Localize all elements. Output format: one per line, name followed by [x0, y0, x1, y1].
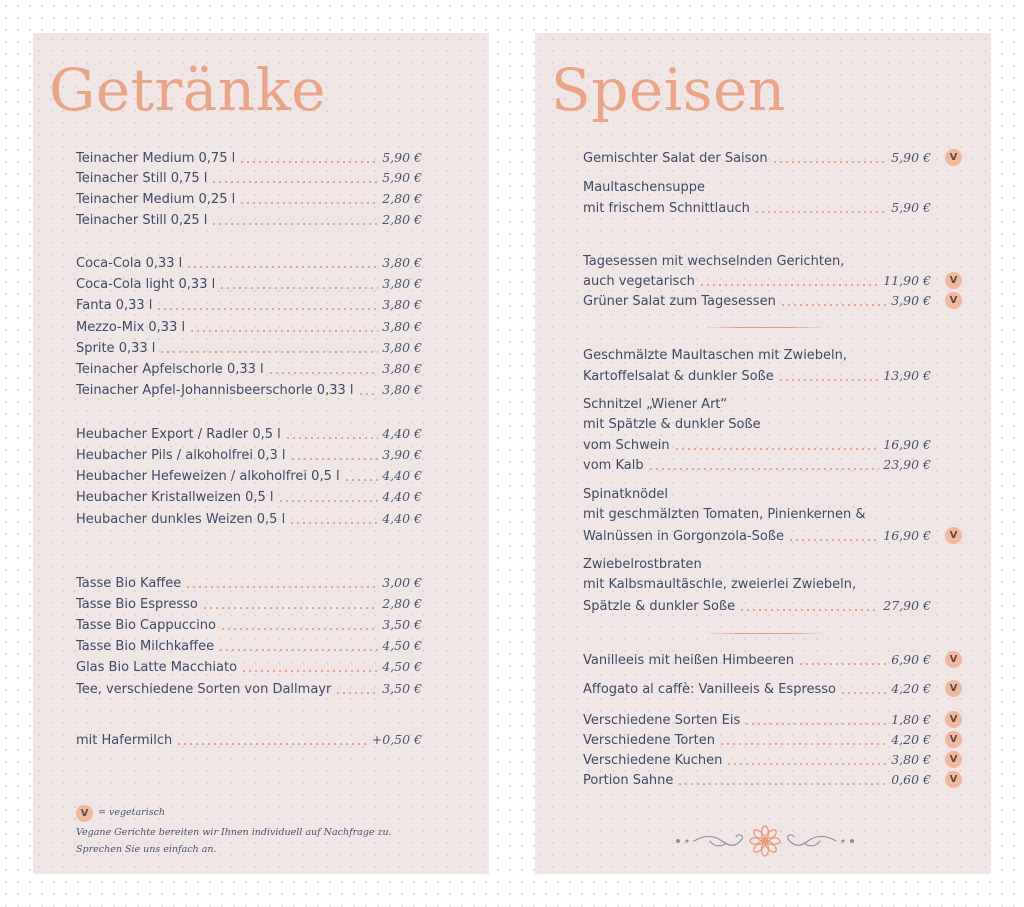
menu-item — [76, 295, 422, 316]
menu-item — [76, 189, 422, 210]
leaf-v-icon: V — [945, 651, 962, 668]
item-name: Verschiedene Kuchen — [583, 753, 723, 768]
item-name: Teinacher Still 0,75 l — [76, 171, 208, 186]
dot-leader — [788, 539, 879, 541]
dot-leader — [239, 202, 378, 204]
dot-leader — [699, 284, 879, 286]
leaf-v-icon: V — [945, 711, 962, 728]
dot-leader — [156, 308, 378, 310]
item-name: mit Hafermilch — [76, 733, 173, 748]
menu-item — [583, 366, 931, 387]
item-price: 5,90 € — [891, 150, 931, 165]
leaf-v-icon: V — [945, 292, 962, 309]
menu-item — [76, 679, 422, 700]
leaf-v-icon: V — [945, 731, 962, 748]
menu-item — [76, 338, 422, 359]
item-price: 3,90 € — [891, 293, 931, 308]
item-name: Teinacher Apfelschorle 0,33 l — [76, 362, 264, 377]
menu-item — [76, 615, 422, 636]
item-name: Mezzo-Mix 0,33 l — [76, 320, 186, 335]
item-subtitle: mit Spätzle & dunkler Soße — [583, 417, 761, 432]
item-title: Tagesessen mit wechselnden Gerichten, — [583, 254, 845, 269]
item-name: Teinacher Medium 0,25 l — [76, 192, 236, 207]
menu-item — [583, 650, 931, 671]
item-price: 4,40 € — [382, 426, 422, 441]
item-name: mit frischem Schnittlauch — [583, 201, 750, 216]
item-name: Heubacher dunkles Weizen 0,5 l — [76, 512, 286, 527]
menu-item — [583, 710, 931, 731]
item-name: Tasse Bio Cappuccino — [76, 618, 216, 633]
dot-leader — [290, 458, 379, 460]
item-name: Tasse Bio Kaffee — [76, 576, 182, 591]
menu-item — [583, 455, 931, 476]
menu-item — [76, 730, 422, 751]
item-price: 3,80 € — [382, 319, 422, 334]
item-price: 3,90 € — [382, 447, 422, 462]
item-price: 5,90 € — [382, 150, 422, 165]
item-name: Spätzle & dunkler Soße — [583, 599, 736, 614]
section-divider — [705, 633, 825, 634]
item-title: Spinatknödel — [583, 487, 669, 502]
dot-leader — [220, 628, 378, 630]
item-name: Heubacher Kristallweizen 0,5 l — [76, 490, 274, 505]
dot-leader — [754, 211, 887, 213]
menu-item — [583, 198, 931, 219]
item-name: auch vegetarisch — [583, 274, 695, 289]
item-name: Grüner Salat zum Tagesessen — [583, 294, 776, 309]
section-divider — [705, 327, 825, 328]
item-name: Gemischter Salat der Saison — [583, 151, 768, 166]
dot-leader — [189, 330, 378, 332]
item-name: Heubacher Hefeweizen / alkoholfrei 0,5 l — [76, 469, 340, 484]
menu-item — [76, 445, 422, 466]
item-price: 16,90 € — [883, 437, 931, 452]
item-name: Kartoffelsalat & dunkler Soße — [583, 369, 774, 384]
menu-item — [76, 274, 422, 295]
leaf-v-icon: V — [945, 272, 962, 289]
menu-item — [76, 573, 422, 594]
menu-item — [76, 487, 422, 508]
item-price: +0,50 € — [371, 732, 422, 747]
vegan-note-line2: Sprechen Sie uns einfach an. — [76, 844, 217, 855]
dot-leader — [744, 723, 887, 725]
menu-item — [76, 253, 422, 274]
item-price: 3,80 € — [382, 276, 422, 291]
item-title: Maultaschensuppe — [583, 180, 706, 195]
item-title: Zwiebelrostbraten — [583, 557, 702, 572]
dot-leader — [335, 692, 378, 694]
item-price: 11,90 € — [883, 273, 931, 288]
item-name: Walnüssen in Gorgonzola-Soße — [583, 529, 785, 544]
drinks-heading: Getränke — [49, 56, 327, 124]
item-title: Geschmälzte Maultaschen mit Zwiebeln, — [583, 348, 848, 363]
item-price: 3,80 € — [891, 752, 931, 767]
dot-leader — [677, 783, 887, 785]
food-panel — [535, 33, 991, 874]
dot-leader — [778, 379, 880, 381]
dot-leader — [241, 670, 378, 672]
menu-item — [583, 679, 931, 700]
dot-leader — [219, 287, 378, 289]
drinks-panel — [33, 33, 489, 874]
item-name: Portion Sahne — [583, 773, 674, 788]
menu-item — [76, 359, 422, 380]
menu-item — [76, 210, 422, 231]
item-name: Fanta 0,33 l — [76, 298, 153, 313]
item-price: 4,20 € — [891, 681, 931, 696]
dot-leader — [218, 649, 378, 651]
item-name: Verschiedene Sorten Eis — [583, 713, 741, 728]
menu-item — [76, 380, 422, 401]
item-name: vom Kalb — [583, 458, 644, 473]
menu-item — [583, 730, 931, 751]
dot-leader — [268, 372, 379, 374]
item-subtitle: mit geschmälzten Tomaten, Pinienkernen & — [583, 507, 866, 522]
menu-item — [583, 291, 931, 312]
menu-item — [76, 657, 422, 678]
item-price: 3,80 € — [382, 255, 422, 270]
dot-leader — [239, 161, 378, 163]
dot-leader — [840, 692, 887, 694]
leaf-v-icon: V — [945, 751, 962, 768]
item-name: Tasse Bio Milchkaffee — [76, 639, 215, 654]
dot-leader — [211, 181, 378, 183]
item-price: 4,50 € — [382, 638, 422, 653]
item-name: Tee, verschiedene Sorten von Dallmayr — [76, 682, 332, 697]
dot-leader — [285, 437, 378, 439]
dot-leader — [772, 161, 888, 163]
item-price: 2,80 € — [382, 212, 422, 227]
dot-leader — [185, 586, 378, 588]
dot-leader — [159, 351, 378, 353]
item-name: Vanilleeis mit heißen Himbeeren — [583, 653, 794, 668]
item-name: Glas Bio Latte Macchiato — [76, 660, 238, 675]
item-price: 3,80 € — [382, 382, 422, 397]
item-price: 4,50 € — [382, 659, 422, 674]
food-heading: Speisen — [551, 56, 786, 124]
item-price: 3,80 € — [382, 297, 422, 312]
leaf-v-icon: V — [945, 771, 962, 788]
item-name: Tasse Bio Espresso — [76, 597, 198, 612]
item-price: 3,80 € — [382, 340, 422, 355]
leaf-v-icon: V — [945, 149, 962, 166]
item-price: 13,90 € — [883, 368, 931, 383]
item-price: 23,90 € — [883, 457, 931, 472]
item-price: 2,80 € — [382, 596, 422, 611]
dot-leader — [358, 393, 379, 395]
item-price: 4,40 € — [382, 468, 422, 483]
dot-leader — [719, 743, 887, 745]
floral-ornament — [670, 821, 860, 861]
item-price: 3,00 € — [382, 575, 422, 590]
item-name: Teinacher Apfel-Johannisbeerschorle 0,33 l — [76, 383, 354, 398]
item-price: 4,20 € — [891, 732, 931, 747]
item-name: Sprite 0,33 l — [76, 341, 156, 356]
menu-item — [76, 636, 422, 657]
item-price: 16,90 € — [883, 528, 931, 543]
dot-leader — [289, 522, 378, 524]
item-price: 3,50 € — [382, 617, 422, 632]
item-title: Schnitzel „Wiener Art“ — [583, 397, 728, 412]
item-price: 2,80 € — [382, 191, 422, 206]
menu-item — [583, 435, 931, 456]
item-price: 5,90 € — [891, 200, 931, 215]
menu-item — [583, 750, 931, 771]
menu-item — [583, 271, 931, 292]
dot-leader — [798, 663, 887, 665]
dot-leader — [780, 304, 887, 306]
leaf-v-icon: V — [945, 527, 962, 544]
menu-item — [583, 596, 931, 617]
dot-leader — [739, 609, 879, 611]
menu-item — [76, 424, 422, 445]
menu-item — [583, 148, 931, 169]
item-name: Coca-Cola 0,33 l — [76, 256, 183, 271]
item-price: 3,80 € — [382, 361, 422, 376]
menu-item — [583, 770, 931, 791]
item-name: Heubacher Pils / alkoholfrei 0,3 l — [76, 448, 286, 463]
leaf-v-icon: V — [945, 680, 962, 697]
item-price: 5,90 € — [382, 170, 422, 185]
menu-item — [76, 509, 422, 530]
dot-leader — [176, 743, 368, 745]
item-price: 4,40 € — [382, 489, 422, 504]
menu-item — [76, 168, 422, 189]
item-name: Teinacher Medium 0,75 l — [76, 151, 236, 166]
leaf-v-icon: V — [76, 805, 93, 822]
item-name: Verschiedene Torten — [583, 733, 715, 748]
dot-leader — [278, 500, 379, 502]
menu-item — [76, 466, 422, 487]
item-name: Heubacher Export / Radler 0,5 l — [76, 427, 281, 442]
item-price: 3,50 € — [382, 681, 422, 696]
vegan-note-line1: Vegane Gerichte bereiten wir Ihnen individuell auf Nachfrage zu. — [76, 827, 392, 838]
dot-leader — [186, 266, 378, 268]
item-price: 4,40 € — [382, 511, 422, 526]
dot-leader — [726, 763, 887, 765]
item-price: 0,60 € — [891, 772, 931, 787]
item-price: 1,80 € — [891, 712, 931, 727]
item-price: 6,90 € — [891, 652, 931, 667]
dot-leader — [344, 479, 379, 481]
dot-leader — [211, 223, 378, 225]
item-name: vom Schwein — [583, 438, 670, 453]
menu-item — [76, 594, 422, 615]
item-name: Teinacher Still 0,25 l — [76, 213, 208, 228]
dot-leader — [674, 448, 880, 450]
dot-leader — [648, 468, 880, 470]
item-price: 27,90 € — [883, 598, 931, 613]
item-name: Affogato al caffè: Vanilleeis & Espresso — [583, 682, 836, 697]
dot-leader — [202, 607, 378, 609]
menu-item — [583, 526, 931, 547]
item-subtitle: mit Kalbsmaultäschle, zweierlei Zwiebeln, — [583, 577, 857, 592]
item-name: Coca-Cola light 0,33 l — [76, 277, 216, 292]
legend-text: = vegetarisch — [98, 807, 166, 818]
menu-item — [76, 317, 422, 338]
menu-item — [76, 148, 422, 169]
